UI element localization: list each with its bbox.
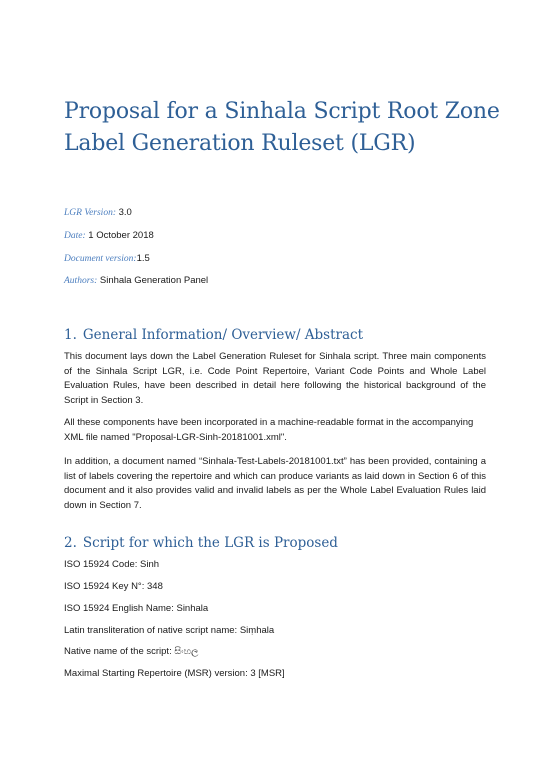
section-1-heading <box>64 326 504 344</box>
script-info-transliteration: Latin transliteration of native script name: Siṃhala <box>64 625 275 636</box>
script-info-english-name: ISO 15924 English Name: Sinhala <box>64 603 209 614</box>
meta-value: 1.5 <box>136 253 150 264</box>
meta-label: LGR Version: <box>64 208 116 218</box>
meta-label: Date: <box>64 231 86 241</box>
section-1-paragraph-2: All these components have been incorporated in a machine-readable format in the accompanying XML file named "Proposal-LGR-Sinh-20181001.xml". <box>64 417 474 443</box>
script-info-iso-code: ISO 15924 Code: Sinh <box>64 559 160 570</box>
meta-value: Sinhala Generation Panel <box>97 275 209 286</box>
section-title: Script for which the LGR is Proposed <box>82 535 338 551</box>
section-2-heading <box>64 534 504 552</box>
document-title: Proposal for a Sinhala Script Root Zone Label Generation Ruleset (LGR) <box>64 99 500 156</box>
script-info-native-name: Native name of the script: සිංහල <box>64 646 199 657</box>
script-info-iso-key: ISO 15924 Key N°: 348 <box>64 581 163 592</box>
section-number: 1. <box>64 327 77 343</box>
section-1-paragraph-1: This document lays down the Label Generation Ruleset for Sinhala script. Three main components of the Sinhala Script LGR, i.e. Code Point Repertoire, Variant Code Points and Whole Label Evaluation Rules, have been described in detail here following the historical background of the Script in Section 3. <box>64 351 486 406</box>
section-title: General Information/ Overview/ Abstract <box>82 327 364 343</box>
meta-label: Authors: <box>64 276 98 286</box>
meta-value: 1 October 2018 <box>85 230 154 241</box>
meta-label: Document version: <box>64 254 137 264</box>
script-info-msr-version: Maximal Starting Repertoire (MSR) version: 3 [MSR] <box>64 668 285 679</box>
meta-value: 3.0 <box>116 207 132 218</box>
section-1-paragraph-3: In addition, a document named “Sinhala-Test-Labels-20181001.txt” has been provided, containing a list of labels covering the repertoire and which can produce variants as laid down in Section 6 of this document and it also provides valid and invalid labels as per the Whole Label Evaluation Rules laid down in Section 7. <box>64 456 486 511</box>
meta-document-version <box>64 253 484 265</box>
section-number: 2. <box>64 535 77 551</box>
meta-lgr-version <box>64 207 484 219</box>
meta-date <box>64 230 484 242</box>
meta-authors <box>64 275 484 287</box>
